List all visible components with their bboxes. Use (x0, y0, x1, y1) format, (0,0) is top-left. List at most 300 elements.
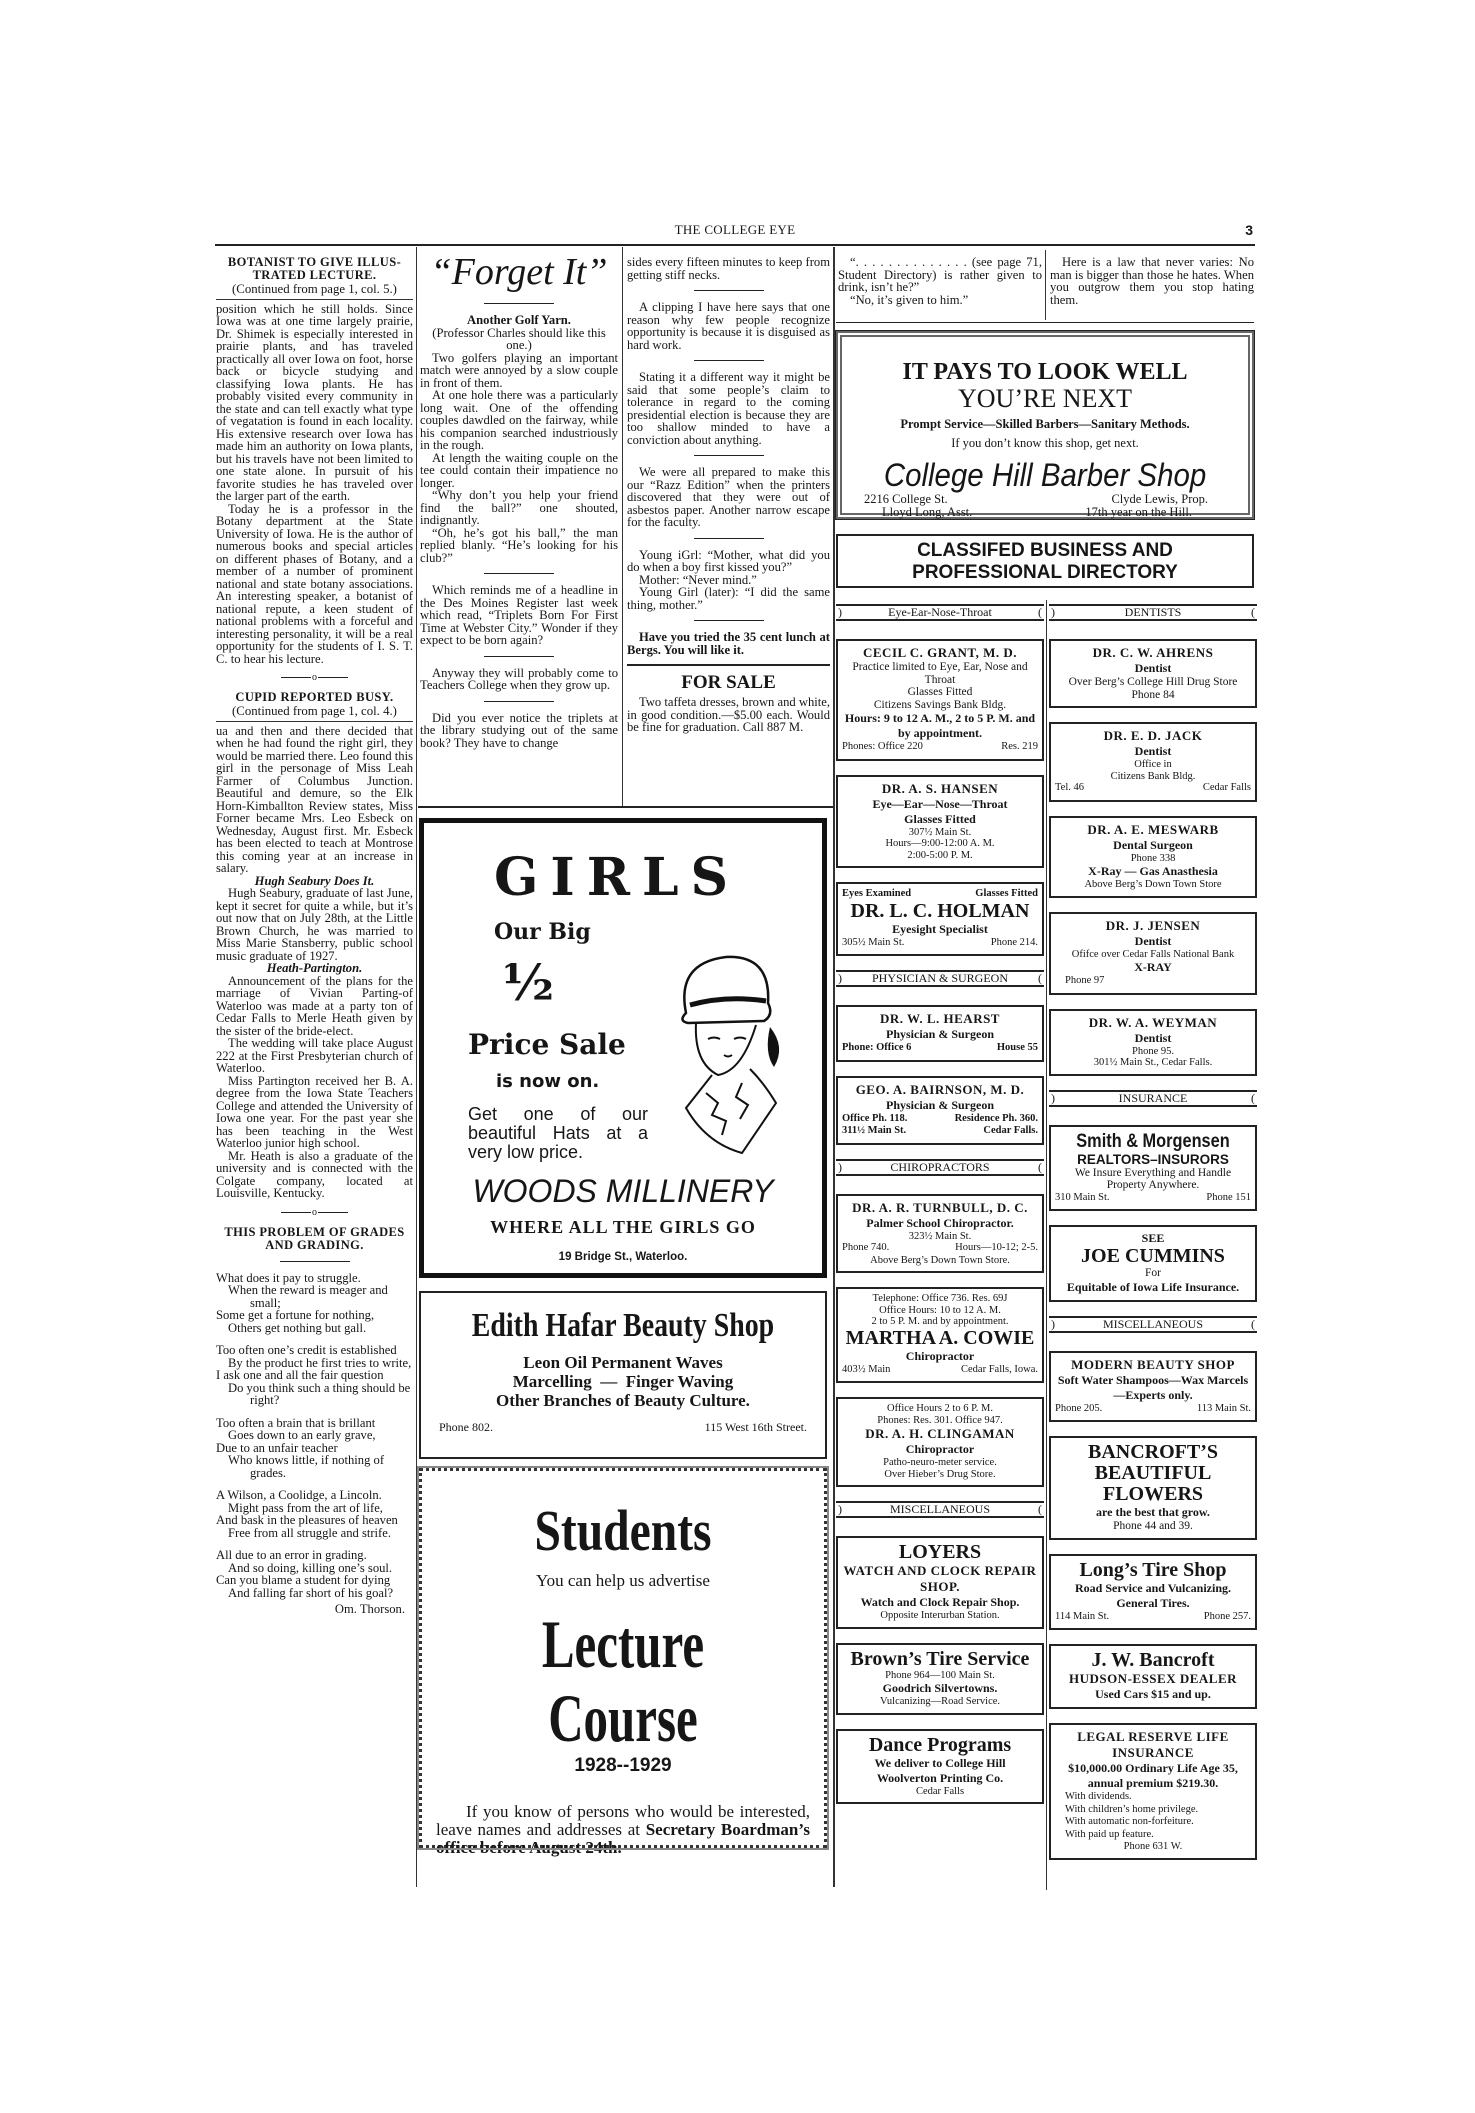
listing-detail: With dividends. (1065, 1791, 1132, 1802)
bracket-left: ) (838, 605, 842, 619)
directory-listing (1049, 816, 1257, 898)
ad-footer (421, 1420, 825, 1435)
divider (280, 1261, 350, 1262)
listing-detail: 113 Main St. (1196, 1402, 1251, 1414)
bracket-right: ( (1250, 1090, 1255, 1105)
divider (694, 455, 764, 456)
directory-listing (836, 639, 1044, 761)
ad-years: 1928--1929 (574, 1755, 672, 1776)
listing-detail: 311½ Main St. (842, 1125, 907, 1136)
listing-detail: SEE (1141, 1231, 1165, 1245)
paragraph: Stating it a different way it might be said that some people’s claim to tolerance in regard to the coming presidential election is because they are too shallow minded to have a conviction about anything. (627, 370, 830, 447)
listing-detail: Phone 631 W. (1123, 1841, 1183, 1852)
directory-title-line: CLASSIFED BUSINESS AND (917, 540, 1173, 561)
edith-hafar-beauty-shop-ad (419, 1291, 827, 1459)
ad-proprietor: Clyde Lewis, Prop. (1111, 492, 1208, 506)
listing-detail: Office in (1134, 759, 1172, 770)
listing-detail: Telephone: Office 736. Res. 69J (872, 1293, 1008, 1304)
bracket-right: ( (1250, 1316, 1255, 1331)
directory-listing (836, 1005, 1044, 1062)
directory-listing (1049, 1436, 1257, 1540)
paragraph: “Why don’t you help your friend find the ball?” one shouted, indignantly. (420, 488, 618, 527)
column-rule (1045, 250, 1046, 320)
bracket-left: ) (1051, 605, 1055, 619)
paragraph: Here is a law that never varies: No man is bigger than those he hates. When you outgrow them you stop hating them. (1050, 255, 1254, 307)
listing-name: DR. W. A. WEYMAN (1088, 1014, 1218, 1030)
ad-address: 19 Bridge St., Waterloo. (558, 1251, 688, 1263)
ad-fraction: ½ (502, 953, 555, 1012)
listing-detail: Dentist (1134, 1030, 1172, 1045)
directory-section-header (836, 1501, 1044, 1518)
listing-detail: Phone 964—100 Main St. (885, 1669, 995, 1681)
divider (694, 360, 764, 361)
listing-row (842, 937, 1038, 950)
paragraph: Hugh Seabury, graduate of last June, kept it secret for quite a while, but it’s out now that on July 28th, at the Little Brown Church, he was married to Miss Marie Stansberry, public school music graduate of 1927. (216, 886, 413, 963)
paragraph: position which he still holds. Since Iowa was at one time largely prairie, Dr. Shimek is especially interested in prairie plants, and has traveled practically all over Iowa on foot, horse back or bicycle studying and classifying Iowa plants. He has probably visited every community in the state and can tell exactly what type of vegatation is found in each locality. His extensive research over Iowa has made him an authority on Iowa plants, but his travels have not been limited to one state alone. In pursuit of his favorite studies he has traveled over the larger part of the earth. (216, 301, 413, 503)
listing-name: LOYERS (898, 1541, 982, 1563)
listing-detail: 307½ Main St. (908, 826, 972, 838)
poem-line: Might pass from the art of life, (228, 1500, 383, 1515)
poem-stanza (216, 1489, 413, 1539)
section-label: CHIROPRACTORS (890, 1159, 990, 1174)
listing-row (1055, 1611, 1251, 1624)
listing-name: MARTHA A. COWIE (845, 1326, 1035, 1349)
directory-listing (1049, 912, 1257, 995)
continuation-note: (Continued from page 1, col. 4.) (216, 705, 413, 722)
listing-detail: Vulcanizing—Road Service. (879, 1696, 1001, 1707)
listing-row (842, 1042, 1038, 1055)
listing-name: GEO. A. BAIRNSON, M. D. (855, 1081, 1025, 1097)
listing-detail: With children’s home privilege. (1065, 1803, 1199, 1815)
poem-line: And so doing, killing one’s soul. (228, 1560, 393, 1575)
poem-line: Some get a fortune for nothing, (216, 1308, 375, 1322)
poem-line: A Wilson, a Coolidge, a Lincoln. (216, 1488, 382, 1502)
listing-name: CECIL C. GRANT, M. D. (863, 645, 1017, 660)
section-label: DENTISTS (1124, 605, 1182, 619)
ad-title: GIRLS (494, 847, 741, 908)
poem-line: And bask in the pleasures of heaven (216, 1513, 398, 1527)
listing-row (842, 888, 1038, 901)
directory-listing (1049, 639, 1257, 708)
listing-detail: Phones: Res. 301. Office 947. (877, 1414, 1003, 1426)
ad-text: Our Big (494, 919, 591, 945)
listing-name: DR. J. JENSEN (1105, 917, 1201, 933)
ad-address: 115 West 16th Street. (704, 1420, 807, 1434)
directory-section-header (1049, 604, 1257, 621)
listing-detail: Cedar Falls, Iowa. (961, 1363, 1038, 1375)
bracket-left: ) (1051, 1090, 1055, 1105)
bracket-right: ( (1037, 1502, 1042, 1516)
article-headline: BOTANIST TO GIVE ILLUS-TRATED LECTURE. (227, 255, 402, 282)
listing-detail: Phone 214. (990, 936, 1038, 948)
listing-detail: Res. 219 (1001, 741, 1038, 752)
column-1 (216, 254, 413, 1616)
divider (216, 673, 413, 683)
directory-listing (836, 882, 1044, 956)
listing-detail: Road Service and Vulcanizing. (1074, 1580, 1232, 1595)
listing-detail: Cedar Falls (915, 1785, 965, 1797)
listing-detail: Glasses Fitted (907, 686, 973, 698)
ad-shop-name: College Hill Barber Shop (883, 457, 1207, 493)
bold-paragraph: Have you tried the 35 cent lunch at Bergs. You will like it. (627, 630, 830, 657)
directory-listing (836, 1536, 1044, 1629)
listing-detail: Woolverton Printing Co. (876, 1770, 1004, 1785)
ad-line: Leon Oil Permanent Waves (523, 1353, 723, 1372)
bracket-left: ) (1051, 1316, 1055, 1331)
listing-detail: X-RAY (1134, 960, 1172, 974)
directory-column-left (836, 604, 1044, 1818)
listing-detail: We Insure Everything and Handle Property Anywhere. (1074, 1166, 1232, 1191)
listing-detail: Above Berg’s Down Town Store. (870, 1254, 1010, 1266)
listing-detail: General Tires. (1116, 1595, 1190, 1610)
listing-detail: Citizens Savings Bank Bldg. (873, 698, 1007, 711)
paragraph: ua and then and there decided that when he had found the right girl, they would be married there. Leo found this girl in the personage of Miss Leah Farmer of Columbus Junction. Beautiful and demure, so the Elk Horn-Kimballton Review states, Miss Forner became Mrs. Leo Esbeck on Wednesday, August first. Mr. Esbeck has been elected to teach at Montrose this coming year at an increase in salary. (216, 723, 413, 875)
ad-assistant: Lloyd Long, Asst. (882, 505, 973, 519)
author-signature: Om. Thorson. (334, 1602, 405, 1616)
divider-mark: o (312, 1206, 317, 1218)
ad-store-name: WOODS MILLINERY (472, 1173, 774, 1209)
listing-name: DR. L. C. HOLMAN (850, 899, 1030, 922)
poem-line: Free from all struggle and strife. (228, 1525, 391, 1540)
directory-listing (836, 1397, 1044, 1487)
classified-headline: FOR SALE (681, 672, 776, 693)
listing-detail: Glasses Fitted (904, 811, 976, 826)
section-label: Eye-Ear-Nose-Throat (888, 605, 992, 619)
directory-listing (836, 1194, 1044, 1274)
listing-name: Smith & Morgensen (1076, 1130, 1230, 1152)
ad-years: 17th year on the Hill. (1085, 505, 1192, 519)
ad-body-bold: Secretary Boardman’s office before August 24th. (436, 1820, 811, 1857)
directory-listing (836, 1643, 1044, 1715)
divider-mark: o (312, 672, 317, 683)
section-label: PHYSICIAN & SURGEON (871, 971, 1008, 985)
column-3 (627, 256, 830, 734)
listing-row (842, 1113, 1038, 1126)
ad-text: If you don’t know this shop, get next. (951, 436, 1139, 450)
directory-listing (1049, 1351, 1257, 1423)
listing-name: DR. A. E. MESWARB (1087, 821, 1219, 837)
listing-name: J. W. Bancroft (1091, 1649, 1215, 1671)
poem-stanza (216, 1272, 413, 1335)
directory-listing (836, 775, 1044, 869)
section-label: MISCELLANEOUS (1102, 1316, 1203, 1331)
poem-line: Do you think such a thing should be right? (228, 1380, 411, 1407)
poem-line: Due to an unfair teacher (216, 1440, 338, 1455)
listing-name: DR. A. H. CLINGAMAN (865, 1426, 1015, 1441)
directory-listing (1049, 1225, 1257, 1302)
listing-detail: Phone 205. (1055, 1402, 1103, 1414)
listing-name: Brown’s Tire Service (850, 1647, 1030, 1670)
directory-listing (1049, 1723, 1257, 1860)
listing-detail: 2 to 5 P. M. and by appointment. (871, 1316, 1009, 1327)
directory-listing (1049, 1125, 1257, 1212)
listing-detail: Phone: Office 6 (842, 1042, 912, 1053)
column-2 (420, 252, 618, 749)
paragraph: “. . . . . . . . . . . . . . (see page 71, Student Directory) is rather given to drink, isn’t he?” (838, 255, 1042, 294)
listing-row (842, 1242, 1038, 1255)
listing-detail: Office Hours: 10 to 12 A. M. (879, 1304, 1001, 1316)
listing-detail: Office Hours 2 to 6 P. M. (887, 1403, 993, 1414)
directory-section-header (1049, 1090, 1257, 1107)
directory-listing (1049, 1644, 1257, 1709)
newspaper-title: THE COLLEGE EYE (674, 222, 796, 237)
divider (627, 664, 830, 666)
listing-detail: Phone 257. (1203, 1610, 1251, 1622)
listing-detail: 114 Main St. (1055, 1610, 1110, 1622)
ad-line: Other Branches of Beauty Culture. (496, 1391, 750, 1410)
directory-column-right (1049, 604, 1257, 1874)
poem-line: All due to an error in grading. (216, 1548, 367, 1562)
poem-stanza (216, 1549, 413, 1599)
listing-detail: Eyesight Specialist (892, 921, 988, 936)
ad-slogan: WHERE ALL THE GIRLS GO (490, 1217, 756, 1237)
ad-text: is now on. (496, 1071, 600, 1092)
listing-row (842, 1364, 1038, 1377)
listing-detail: 323½ Main St. (908, 1230, 972, 1242)
listing-detail: 301½ Main St., Cedar Falls. (1093, 1057, 1213, 1068)
listing-name: DR. W. L. HEARST (880, 1011, 1000, 1026)
paragraph: Two golfers playing an important match were annoyed by a slow couple in front of them. (420, 350, 618, 390)
listing-detail: Phone 740. (842, 1242, 890, 1253)
article-headline: THIS PROBLEM OF GRADES AND GRADING. (224, 1224, 405, 1252)
listing-detail: Phones: Office 220 (842, 741, 923, 752)
listing-row (1055, 1403, 1251, 1416)
paragraph: The wedding will take place August 222 at the First Presbyterian church of Waterloo. (216, 1036, 413, 1075)
woods-millinery-ad (419, 818, 827, 1278)
directory-section-header (1049, 1316, 1257, 1333)
listing-detail: Residence Ph. 360. (954, 1112, 1038, 1124)
listing-detail: Glasses Fitted (975, 888, 1038, 899)
poem-line: Too often a brain that is brillant (216, 1415, 376, 1430)
bracket-left: ) (838, 1159, 842, 1174)
poem-line: When the reward is meager and small; (228, 1283, 388, 1310)
listing-name: BANCROFT’S BEAUTIFUL FLOWERS (1087, 1441, 1218, 1505)
poem-line: And falling far short of his goal? (228, 1585, 394, 1600)
listing-detail: Phone 95. (1132, 1045, 1174, 1057)
listing-name: Long’s Tire Shop (1079, 1558, 1227, 1581)
listing-detail: Above Berg’s Down Town Store (1084, 879, 1222, 890)
listing-detail: Watch and Clock Repair Shop. (860, 1595, 1020, 1609)
listing-detail: Phone 151 (1206, 1191, 1251, 1203)
directory-title (836, 534, 1254, 588)
poem-stanza (216, 1344, 413, 1407)
divider (484, 701, 554, 702)
poem-line: Too often one’s credit is established (216, 1343, 397, 1357)
listing-detail: Equitable of Iowa Life Insurance. (1066, 1279, 1240, 1294)
listing-detail: Dentist (1134, 744, 1172, 758)
listing-name: JOE CUMMINS (1081, 1245, 1225, 1267)
ad-headline-2: YOU’RE NEXT (957, 384, 1133, 413)
listing-detail: House 55 (996, 1042, 1038, 1053)
directory-section-header (836, 970, 1044, 987)
paragraph: We were all prepared to make this our “Razz Edition” when the printers discovered that they were out of asbestos paper. Another narrow escape for the faculty. (627, 465, 830, 529)
directory-listing (836, 1076, 1044, 1145)
ad-tagline: Prompt Service—Skilled Barbers—Sanitary Methods. (900, 417, 1190, 431)
paragraph: At length the waiting couple on the tee could contain their impatience no longer. (420, 450, 618, 490)
ad-line: Marcelling — Finger Waving (512, 1372, 734, 1391)
bracket-right: ( (1250, 605, 1255, 619)
listing-detail: X-Ray — Gas Anasthesia (1088, 864, 1218, 878)
divider (694, 290, 764, 291)
article-headline: CUPID REPORTED BUSY. (235, 690, 394, 704)
column-4a (838, 256, 1042, 306)
directory-title-line: PROFESSIONAL DIRECTORY (912, 562, 1178, 583)
paragraph: Announcement of the plans for the marriage of Vivian Parting-of Waterloo was made at a party ton of Cedar Falls to Merle Heath given by the sister of the bride-elect. (216, 973, 413, 1038)
paragraph: A clipping I have here says that one reason why few people recognize opportunity is because it is disguised as hard work. (627, 300, 830, 352)
listing-detail: Phone 84 (1131, 688, 1175, 701)
paragraph: Which reminds me of a headline in the Des Moines Register last week which read, “Triplets Born For First Time at Webster City.” Wonder if they expect to be born again? (420, 583, 618, 647)
listing-detail: 403½ Main (842, 1363, 891, 1375)
listing-detail: REALTORS–INSURORS (1077, 1151, 1229, 1167)
listing-detail: $10,000.00 Ordinary Life Age 35, annual premium $219.30. (1068, 1761, 1238, 1790)
paragraph: Today he is a professor in the Botany department at the State University of Iowa. He is the author of numerous books and special articles on different phases of Botany, and a member of a number of prominent national and state botany associations. An interesting speaker, a botanist of national repute, a keen student of national problems with a forceful and interesting personality, it will be a real opportunity for the students of I. S. T. C. to hear his lecture. (216, 501, 413, 666)
listing-detail: Hours: 9 to 12 A. M., 2 to 5 P. M. and by appointment. (844, 711, 1036, 740)
listing-detail: Used Cars $15 and up. (1095, 1687, 1211, 1701)
listing-detail: Chiropractor (905, 1442, 975, 1456)
paragraph: Two taffeta dresses, brown and white, in good condition.—$5.00 each. Would be fine for graduation. Call 887 M. (627, 695, 830, 734)
listing-name: DR. E. D. JACK (1103, 728, 1203, 743)
listing-detail: Over Berg’s College Hill Drug Store (1068, 676, 1238, 688)
listing-name: DR. C. W. AHRENS (1092, 645, 1214, 660)
listing-row (842, 1125, 1038, 1138)
listing-name: HUDSON-ESSEX DEALER (1068, 1671, 1238, 1686)
poem-line: Goes down to an early grave, (228, 1428, 376, 1442)
subheading: Hugh Seabury Does It. (254, 873, 375, 888)
directory-listing (836, 1729, 1044, 1805)
listing-detail: Hours—9:00-12:00 A. M. (885, 838, 995, 849)
poem-line: Can you blame a student for dying (216, 1573, 391, 1587)
listing-detail: Phone 97 (1065, 975, 1105, 986)
poem-line: Who knows little, if nothing of grades. (228, 1453, 385, 1480)
top-rule (215, 244, 1255, 246)
listing-detail: Ofifce over Cedar Falls National Bank (1071, 948, 1235, 960)
section-label: INSURANCE (1118, 1090, 1188, 1105)
listing-detail: Eye—Ear—Nose—Throat (872, 796, 1008, 811)
listing-detail: With paid up feature. (1065, 1828, 1154, 1840)
bracket-right: ( (1037, 971, 1042, 985)
directory-listing (1049, 722, 1257, 802)
ad-price-sale: Price Sale (468, 1028, 626, 1061)
paragraph: Did you ever notice the triplets at the library studying out of the same book? They have to change (420, 710, 618, 750)
ad-body-text: If you know of persons who would be interested, leave names and addresses at (436, 1802, 810, 1839)
column-title: “Forget It” (430, 251, 608, 293)
column-4b (1050, 256, 1254, 306)
bracket-left: ) (838, 971, 842, 985)
divider (484, 656, 554, 657)
divider (484, 303, 554, 304)
listing-detail: Eyes Examined (842, 888, 912, 899)
bracket-left: ) (838, 1502, 842, 1516)
ad-shop-name: Edith Hafar Beauty Shop (471, 1307, 775, 1344)
listing-detail: Phone 44 and 39. (1113, 1520, 1193, 1532)
masthead (215, 222, 1255, 240)
listing-detail: 2:00-5:00 P. M. (907, 849, 973, 861)
listing-row (1055, 782, 1251, 795)
ad-footer (842, 506, 1248, 519)
paragraph: Mr. Heath is also a graduate of the university and is connected with the Colgate company, located at Louisville, Kentucky. (216, 1148, 413, 1200)
ad-subtitle: You can help us advertise (536, 1571, 710, 1590)
column-rule (1046, 600, 1047, 1890)
paragraph: Young Girl (later): “I did the same thing, mother.” (627, 585, 830, 612)
divider (694, 538, 764, 539)
paragraph: Mother: “Never mind.” (639, 572, 757, 587)
listing-detail: We deliver to College Hill (874, 1755, 1006, 1770)
paragraph: At one hole there was a particularly long wait. One of the offending couples dawdled on the fairway, while his companion searched industriously in the rough. (420, 388, 618, 452)
listing-detail: Citizens Bank Bldg. (1110, 770, 1196, 782)
listing-detail: Dental Surgeon (1113, 837, 1193, 852)
listing-detail: For (1145, 1267, 1161, 1279)
listing-detail: With automatic non-forfeiture. (1065, 1816, 1194, 1827)
listing-detail: Hours—10-12; 2-5. (955, 1242, 1038, 1253)
divider-line (281, 677, 311, 678)
woman-in-hat-illustration (646, 943, 796, 1163)
listing-detail: Goodrich Silvertowns. (882, 1681, 998, 1695)
ad-body (422, 1803, 824, 1857)
divider (694, 620, 764, 621)
divider (484, 573, 554, 574)
subheading: Heath-Partington. (266, 961, 363, 975)
directory-listing (1049, 1554, 1257, 1631)
divider-line (281, 1212, 311, 1213)
paragraph: Miss Partington received her B. A. degree from the Iowa State Teachers College and attended the University of Iowa one year. For the past year she has been teaching in the West Waterloo junior high school. (216, 1073, 413, 1150)
divider (216, 1208, 413, 1218)
listing-detail: Over Hieber’s Drug Store. (884, 1468, 996, 1480)
ad-course-title: Lecture Course (541, 1606, 705, 1756)
barber-shop-ad (836, 331, 1254, 519)
listing-detail: Opposite Interurban Station. (880, 1610, 1000, 1621)
listing-detail: Dentist (1134, 933, 1172, 948)
listing-detail: Practice limited to Eye, Ear, Nose and Throat (852, 661, 1028, 686)
paragraph: “No, it’s given to him.” (850, 292, 969, 307)
listing-row (842, 741, 1038, 754)
listing-detail: Chiropractor (905, 1348, 975, 1363)
ad-title: Students (534, 1498, 712, 1563)
subheading-note: (Professor Charles should like this one.) (432, 325, 606, 352)
directory-section-header (836, 1159, 1044, 1176)
lecture-course-ad (419, 1468, 827, 1857)
poem-stanza (216, 1417, 413, 1480)
page-number: 3 (1245, 222, 1253, 238)
listing-detail: Cedar Falls (1202, 782, 1251, 793)
bracket-right: ( (1037, 1159, 1042, 1174)
poem-line: I ask one and all the fair question (216, 1368, 384, 1382)
listing-detail: Physician & Surgeon (885, 1027, 994, 1041)
column-rule (622, 247, 623, 807)
listing-detail: Physician & Surgeon (885, 1097, 994, 1112)
paragraph: Young iGrl: “Mother, what did you do when a boy first kissed you?” (627, 547, 830, 574)
listing-detail: Soft Water Shampoos—Wax Marcels—Experts only. (1057, 1372, 1249, 1402)
poem-line: Others get nothing but gall. (228, 1320, 367, 1335)
directory-listing (1049, 1009, 1257, 1076)
ad-address: 2216 College St. (864, 492, 948, 506)
paragraph: Anyway they will probably come to Teachers College when they grow up. (420, 665, 618, 692)
listing-detail: are the best that grow. (1096, 1505, 1210, 1519)
divider-line (318, 677, 348, 678)
subheading: Another Golf Yarn. (467, 313, 571, 327)
section-rule (418, 806, 833, 808)
listing-name: Dance Programs (868, 1733, 1012, 1756)
paragraph: “Oh, he’s got his ball,” the man replied blanly. “He’s looking for his club?” (420, 525, 618, 565)
ad-body: Get one of our beautiful Hats at a very low price. (468, 1104, 648, 1162)
section-label: MISCELLANEOUS (889, 1502, 990, 1516)
listing-name: MODERN BEAUTY SHOP (1071, 1356, 1235, 1372)
listing-row (1055, 1192, 1251, 1205)
listing-detail: 305½ Main St. (842, 936, 905, 948)
ad-phone: Phone 802. (439, 1420, 493, 1434)
listing-detail: Phone 338 (1130, 852, 1176, 864)
paragraph: sides every fifteen minutes to keep from getting stiff necks. (627, 255, 830, 282)
column-rule (416, 247, 417, 1887)
